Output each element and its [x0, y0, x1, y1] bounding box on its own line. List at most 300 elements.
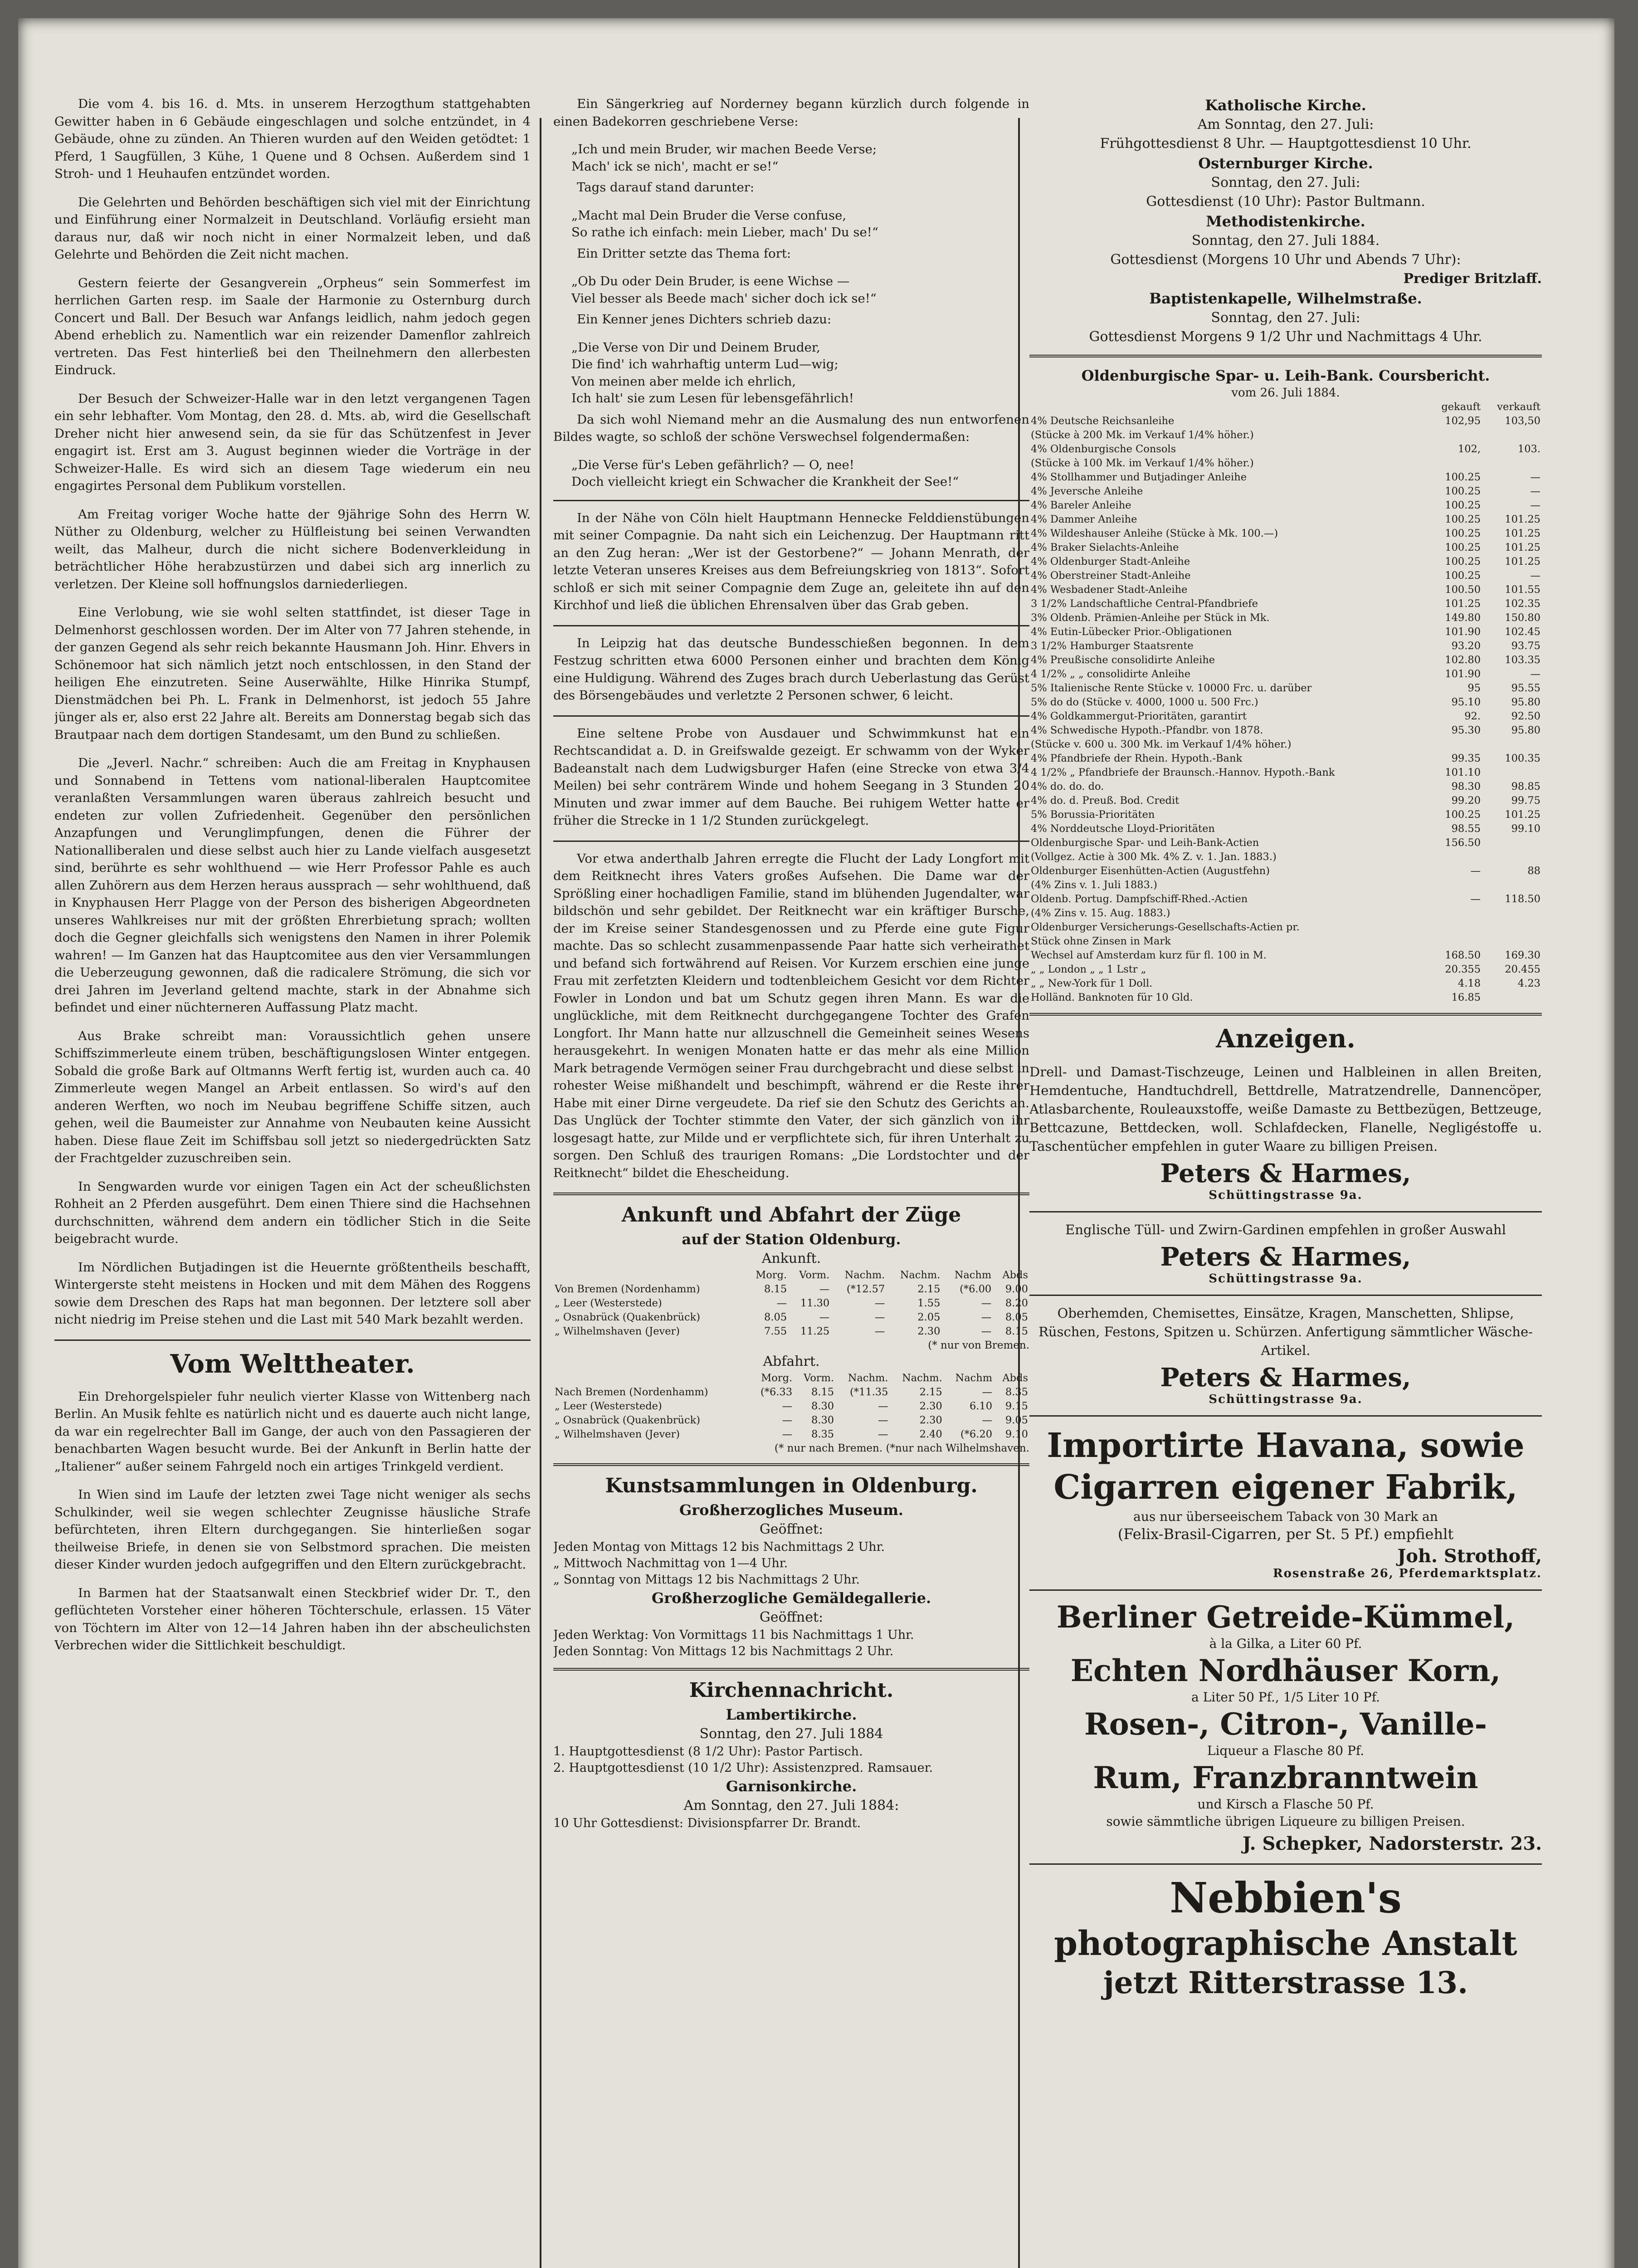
table-cell: (Stücke à 200 Mk. im Verkauf 1/4% höher.) — [1031, 429, 1254, 441]
table-cell: 2.30 — [917, 1325, 941, 1337]
article-butjadingen: Im Nördlichen Butjadingen ist die Heuernte größtentheils beschafft, Wintergerste steht meistens in Hocken und mit dem Mähen des Roggens sowie dem Dreschen des Raps hat man begonnen. Der letztere soll aber nicht niedrig im Preise stehen und die Last mit 540 Mark bezahlt werden. — [54, 1260, 531, 1327]
table-cell: 95.80 — [1511, 724, 1540, 736]
table-row — [1029, 948, 1542, 963]
table-cell: 5% Borussia-Prioritäten — [1031, 809, 1155, 821]
divider — [553, 1463, 1029, 1466]
museum-hours-1: Jeden Montag von Mittags 12 bis Nachmittags 2 Uhr. — [553, 1540, 885, 1554]
article-orpheus: Gestern feierte der Gesangverein „Orpheus“ sein Sommerfest im herrlichen Garten resp. im Saale der Harmonie zu Osternburg durch Concert und Ball. Der Besuch war Anfangs leidlich, nahm jedoch gegen Abend erheblich zu. Namentlich war ein reizender Damenflor zahlreich vertreten. Das Fest hinterließ bei den Theilnehmern den allerbesten Eindruck. — [54, 275, 531, 377]
osternburger-kirche-title: Osternburger Kirche. — [1198, 155, 1373, 172]
divider — [553, 500, 1029, 501]
table-cell: Von Bremen (Nordenhamm) — [555, 1283, 700, 1295]
table-cell: — — [819, 1283, 830, 1295]
column-1 — [54, 95, 531, 2268]
table-row — [553, 1296, 1029, 1310]
table-cell: 11.30 — [800, 1297, 830, 1309]
table-cell: 6.10 — [969, 1400, 993, 1412]
table-cell: 103. — [1517, 443, 1540, 455]
table-cell: — — [878, 1400, 888, 1412]
table-header-cell: Nachm. — [848, 1372, 888, 1384]
table-header-cell: Nachm. — [844, 1269, 885, 1281]
article-text: Da sich wohl Niemand mehr an die Ausmalung des nun entworfenen Bildes wagte, so schloß der schöne Verswechsel folgendermaßen: — [553, 412, 1029, 444]
table-header-row — [1029, 400, 1542, 414]
table-cell: 102.45 — [1505, 626, 1540, 638]
table-cell: 8.30 — [811, 1400, 834, 1412]
table-cell: 149.80 — [1445, 612, 1481, 624]
table-cell: — — [819, 1311, 830, 1323]
table-cell: 101.90 — [1445, 668, 1481, 680]
table-header-cell — [553, 1371, 750, 1385]
article-text: Tags darauf stand darunter: — [577, 180, 755, 195]
table-cell: (4% Zins v. 1. Juli 1883.) — [1031, 879, 1157, 891]
table-cell: 102,95 — [1445, 415, 1481, 427]
ad-havana-headline: Importirte Havana, sowie — [1047, 1426, 1525, 1465]
table-cell: 4% Braker Sielachts-Anleihe — [1031, 542, 1179, 553]
table-cell: 168.50 — [1445, 949, 1481, 961]
ad-firm-address: Schüttingstrasse 9a. — [1209, 1393, 1363, 1406]
table-cell: 4% Stollhammer und Butjadinger Anleihe — [1031, 471, 1247, 483]
table-cell: 100.25 — [1445, 556, 1481, 567]
table-row — [1029, 499, 1542, 513]
table-cell: — — [981, 1297, 992, 1309]
table-cell: 8.35 — [811, 1428, 834, 1440]
table-cell: — — [982, 1414, 993, 1426]
article-schweizer-halle: Der Besuch der Schweizer-Halle war in den letzt vergangenen Tagen ein sehr lebhafter. Vom Montag, den 28. d. Mts. ab, wird die Gesellschaft Dreher nicht hier anwesend sein, da sie für das Schützenfest in Jever engagirt ist. Erst am 3. August beginnen wieder die Vorträge in der Schweizer-Halle. Es wird sich an diesem Tage wiederum ein neu engagirtes Personal dem Publikum vorstellen. — [54, 391, 531, 493]
table-row — [1029, 597, 1542, 611]
ad-gardinen: Englische Tüll- und Zwirn-Gardinen empfehlen in großer Auswahl — [1065, 1222, 1506, 1237]
table-cell: 8.15 — [764, 1283, 787, 1295]
table-cell: Oldenb. Portug. Dampfschiff-Rhed.-Actien — [1031, 893, 1248, 905]
ad-havana-price: (Felix-Brasil-Cigarren, per St. 5 Pf.) empfiehlt — [1117, 1525, 1454, 1543]
article-gewitter: Die vom 4. bis 16. d. Mts. in unserem Herzogthum stattgehabten Gewitter haben in 6 Gebäude eingeschlagen und solche entzündet, in 4 Gebäude, ohne zu zünden. An Thieren wurden auf den Weiden getödtet: 1 Pferd, 1 Saugfüllen, 3 Kühe, 1 Quene und 8 Ochsen. Außerdem sind 1 Stroh- und 1 Heuhaufen entzündet worden. — [54, 97, 531, 181]
table-cell: 9.05 — [1005, 1414, 1028, 1426]
table-cell: 8.05 — [764, 1311, 787, 1323]
table-row — [1029, 470, 1542, 484]
table-cell: „ Osnabrück (Quakenbrück) — [555, 1311, 700, 1323]
kath-kirche-service: Frühgottesdienst 8 Uhr. — Hauptgottesdienst 10 Uhr. — [1100, 136, 1472, 152]
table-row — [1029, 752, 1542, 766]
table-header-row — [553, 1268, 1029, 1282]
table-header-cell: Nachm — [954, 1269, 992, 1281]
table-row — [1029, 766, 1542, 780]
article-malheur: Am Freitag voriger Woche hatte der 9jährige Sohn des Herrn W. Nüther zu Oldenburg, welcher zu Hülfleistung bei seinen Verwandten weilt, das Malheur, durch die nicht sichere Bodenverkleidung in beträchtlicher Höhe herabzustürzen und dabei sich arg innerlich zu verletzen. Der Kleine soll hoffnungslos darniederliegen. — [54, 507, 531, 591]
table-cell: 101.10 — [1445, 767, 1481, 778]
table-cell: 95.10 — [1451, 696, 1481, 708]
table-cell: (*11.35 — [849, 1386, 888, 1398]
table-row — [1029, 555, 1542, 569]
table-cell: — — [874, 1311, 885, 1323]
table-cell — [1428, 738, 1482, 752]
ad-liqueur-price: Liqueur a Flasche 80 Pf. — [1207, 1743, 1365, 1758]
table-cell: „ „ London „ „ 1 Lstr „ — [1031, 963, 1146, 975]
table-cell — [1428, 906, 1482, 920]
table-cell — [1428, 850, 1482, 864]
table-cell: 102.80 — [1445, 654, 1481, 666]
table-cell: 4% do. d. Preuß. Bod. Credit — [1031, 795, 1180, 807]
table-cell: „ Wilhelmshaven (Jever) — [555, 1428, 680, 1440]
galerie-geoeffnet: Geöffnet: — [759, 1609, 824, 1625]
table-cell: 3 1/2% Landschaftliche Central-Pfandbriefe — [1031, 598, 1258, 610]
table-row — [1029, 625, 1542, 639]
ad-oberhemden: Oberhemden, Chemisettes, Einsätze, Kragen, Manschetten, Shlipse, Rüschen, Festons, Spitzen u. Schürzen. Anfertigung sämmtlicher Wäsche-Artikel. — [1038, 1305, 1533, 1358]
table-cell: 100.25 — [1445, 499, 1481, 511]
table-row — [1029, 794, 1542, 808]
article-wien: In Wien sind im Laufe der letzten zwei Tage nicht weniger als sechs Schulkinder, weil sie wegen schlechter Zeugnisse häusliche Strafe befürchteten, ihren Eltern durchgegangen. Sie hinterließen sogar theilweise Briefe, in denen sie von Selbstmord sprachen. Die meisten dieser Kinder wurden jedoch aufgegriffen und den Eltern zurückgebracht. — [54, 1487, 531, 1572]
ad-cigarren-headline: Cigarren eigener Fabrik, — [1053, 1468, 1518, 1507]
table-cell: 101.25 — [1445, 598, 1481, 610]
table-row — [1029, 456, 1542, 470]
ad-liqueure-text: sowie sämmtliche übrigen Liqueure zu billigen Preisen. — [1106, 1814, 1465, 1829]
baptistenkapelle-date: Sonntag, den 27. Juli: — [1211, 310, 1360, 326]
article-schiffszimmerleute: Aus Brake schreibt man: Voraussichtlich gehen unsere Schiffszimmerleute einem trüben, beschäftigungslosen Winter entgegen. Sobald die große Bark auf Oltmanns Werft fertig ist, wurden auch ca. 40 Zimmerleute wegen Mangel an Arbeit entlassen. So wird's auf den anderen Werften, wo noch im Neubau begriffene Schiffe sitzen, auch gehen, weil die Baumeister zur Annahme von Neubauten keine Aussicht haben. Diese flaue Zeit im Schiffsbau soll jetzt so niedergedrückten Satz der Frachtgelder zuzuschreiben sein. — [54, 1028, 531, 1165]
table-cell: 150.80 — [1505, 612, 1540, 624]
table-cell: Stück ohne Zinsen in Mark — [1031, 935, 1171, 947]
table-cell: 4% Oberstreiner Stadt-Anleihe — [1031, 570, 1191, 582]
table-cell: 2.15 — [917, 1283, 941, 1295]
ad-havana-firm: Joh. Strothoff, — [1397, 1545, 1542, 1567]
article-leichenzug: In der Nähe von Cöln hielt Hauptmann Hennecke Felddienstübungen mit seiner Compagnie. Da naht sich ein Leichenzug. Der Hauptmann ritt an den Zug heran: „Wer ist der Gestorbene?“ — Johann Menrath, der letzte Veteran unseres Kreises aus dem Befreiungskrieg von 1813“. Sofort schloß er sich mit seiner Compagnie dem Zuge an, geleitete ihn auf den Kirchhof und ließ die üblichen Ehrensalven über das Grab geben. — [553, 510, 1029, 612]
table-cell: 8.15 — [1005, 1325, 1028, 1337]
table-cell: 99.10 — [1511, 823, 1540, 835]
table-cell: 2.40 — [919, 1428, 942, 1440]
table-cell: — — [1530, 499, 1540, 511]
table-cell: 4% Norddeutsche Lloyd-Prioritäten — [1031, 823, 1215, 835]
table-row — [1029, 850, 1542, 864]
museum-hours-3: „ Sonntag von Mittags 12 bis Nachmittags 2 Uhr. — [553, 1573, 860, 1587]
table-row — [1029, 906, 1542, 920]
table-cell: 100.25 — [1445, 513, 1481, 525]
divider — [54, 1339, 531, 1341]
lambertikirche-service-2: 2. Hauptgottesdienst (10 1/2 Uhr): Assistenzpred. Ramsauer. — [553, 1761, 933, 1775]
table-cell: 95.80 — [1511, 696, 1540, 708]
table-cell — [1428, 934, 1482, 948]
table-cell: 101.25 — [1505, 556, 1540, 567]
lambertikirche-service-1: 1. Hauptgottesdienst (8 1/2 Uhr): Pastor Partisch. — [553, 1745, 863, 1759]
anzeigen-title: Anzeigen. — [1216, 1024, 1355, 1054]
table-cell: 95 — [1467, 682, 1481, 694]
table-row — [1029, 527, 1542, 541]
ad-nebbien-anstalt: photographische Anstalt — [1054, 1924, 1517, 1963]
table-cell: 156.50 — [1445, 837, 1481, 849]
table-cell: „ „ New-York für 1 Doll. — [1031, 978, 1153, 989]
table-cell: 5% Italienische Rente Stücke v. 10000 Frc. u. darüber — [1031, 682, 1312, 694]
table-row — [1029, 878, 1542, 892]
table-header-cell: gekauft — [1441, 401, 1481, 413]
divider — [1029, 1863, 1542, 1865]
article-barmen: In Barmen hat der Staatsanwalt einen Steckbrief wider Dr. T., den geflüchteten Vorsteher einer höheren Töchterschule, erlassen. 15 Väter von Töchtern im Alter von 12—14 Jahren haben ihn der abscheulichsten Verbrechen wider die Sittlichkeit beschuldigt. — [54, 1585, 531, 1652]
article-text: Ein Kenner jenes Dichters schrieb dazu: — [577, 312, 832, 327]
table-cell: 4% Wildeshauser Anleihe (Stücke à Mk. 100.—) — [1031, 528, 1278, 539]
galerie-hours-2: Jeden Sonntag: Von Mittags 12 bis Nachmittags 2 Uhr. — [553, 1644, 894, 1658]
bank-course-title: Oldenburgische Spar- u. Leih-Bank. Coursbericht. — [1081, 367, 1490, 384]
table-cell: 101.25 — [1505, 513, 1540, 525]
table-cell: „ Leer (Westerstede) — [555, 1297, 662, 1309]
table-cell: — — [1530, 471, 1540, 483]
table-header-cell — [1029, 400, 1428, 414]
table-row — [1029, 569, 1542, 583]
table-cell: (*6.00 — [960, 1283, 992, 1295]
baptistenkapelle-service: Gottesdienst Morgens 9 1/2 Uhr und Nachmittags 4 Uhr. — [1089, 329, 1482, 345]
table-cell: (Stücke v. 600 u. 300 Mk. im Verkauf 1/4% höher.) — [1031, 738, 1292, 750]
table-row — [1029, 738, 1542, 752]
table-header-cell: Vorm. — [799, 1269, 830, 1281]
ad-kirsch-price: und Kirsch a Flasche 50 Pf. — [1197, 1797, 1374, 1812]
table-cell: 100.25 — [1445, 471, 1481, 483]
table-cell — [1428, 428, 1482, 442]
article-bundesschiessen: In Leipzig hat das deutsche Bundesschießen begonnen. In dem Festzug schritten etwa 6000 Personen einher und brachten dem König eine Huldigung. Während des Zuges brach durch Ueberlastung das Gerüst des Börsengebäudes und verletzte 2 Personen schwer, 6 leicht. — [553, 635, 1029, 703]
table-cell: 8.15 — [811, 1386, 834, 1398]
divider — [553, 841, 1029, 842]
section-title-welttheater: Vom Welttheater. — [170, 1349, 415, 1379]
garnisonkirche-date: Am Sonntag, den 27. Juli 1884: — [683, 1798, 899, 1813]
table-cell: „ Osnabrück (Quakenbrück) — [555, 1414, 700, 1426]
article-verlobung: Eine Verlobung, wie sie wohl selten stattfindet, ist dieser Tage in Delmenhorst geschlossen worden. Der im Alter von 77 Jahren stehende, in der ganzen Gegend als sehr reich bekannte Hausmann Joh. Hinr. Ehvers in Schönemoor hat sich nämlich jetzt noch entschlossen, in den Stand der heiligen Ehe einzutreten. Seine Auserwählte, Hilke Hinrika Stumpf, Dienstmädchen bei Ph. L. Frank in Delmenhorst, ist jedoch 55 Jahre jünger als er, also erst 22 Jahre alt. Bereits am Donnerstag begab sich das Brautpaar nach dem dortigen Standesamt, um den Bund zu schließen. — [54, 605, 531, 742]
column-3 — [1029, 95, 1542, 2268]
table-cell: — — [782, 1414, 793, 1426]
table-cell: 11.25 — [800, 1325, 830, 1337]
table-cell: 101.25 — [1505, 542, 1540, 553]
table-cell: — — [981, 1311, 992, 1323]
divider — [553, 1668, 1029, 1671]
table-cell: 102, — [1458, 443, 1481, 455]
divider — [1029, 1013, 1542, 1016]
verse-3: „Ob Du oder Dein Bruder, is eene Wichse — Viel besser als Beede mach' sicher doch ick se!“ — [571, 274, 877, 306]
table-cell: Wechsel auf Amsterdam kurz für fl. 100 in M. — [1031, 949, 1267, 961]
table-cell: — — [782, 1400, 793, 1412]
table-cell: 2.30 — [919, 1400, 942, 1412]
table-cell: 8.30 — [811, 1414, 834, 1426]
ad-korn-price: a Liter 50 Pf., 1/5 Liter 10 Pf. — [1191, 1690, 1380, 1705]
methodistenkirche-preacher: Prediger Britzlaff. — [1403, 271, 1542, 287]
table-cell: Oldenburger Eisenhütten-Actien (Augustfehn) — [1031, 865, 1270, 877]
table-cell: 20.355 — [1445, 963, 1481, 975]
ad-schepker-firm: J. Schepker, Nadorsterstr. 23. — [1242, 1833, 1542, 1854]
table-cell: 99.75 — [1511, 795, 1540, 807]
table-row — [1029, 934, 1542, 948]
abfahrt-label: Abfahrt. — [763, 1354, 820, 1369]
table-row — [1029, 653, 1542, 667]
osternburger-kirche-date: Sonntag, den 27. Juli: — [1211, 175, 1360, 191]
train-schedule-title: Ankunft und Abfahrt der Züge — [621, 1203, 961, 1227]
table-cell: 98.55 — [1451, 823, 1481, 835]
table-cell: 100.25 — [1445, 485, 1481, 497]
table-cell: 4% Bareler Anleihe — [1031, 499, 1131, 511]
ad-kuemmel-headline: Berliner Getreide-Kümmel, — [1056, 1599, 1515, 1635]
table-cell — [1482, 428, 1542, 442]
table-row — [1029, 414, 1542, 428]
table-row — [1029, 709, 1542, 723]
table-cell: — — [782, 1428, 793, 1440]
table-cell: 4% Deutsche Reichsanleihe — [1031, 415, 1175, 427]
museum-geoeffnet: Geöffnet: — [759, 1521, 824, 1537]
table-cell: 102.35 — [1505, 598, 1540, 610]
table-cell: 4% Oldenburger Stadt-Anleihe — [1031, 556, 1190, 567]
divider — [1029, 1415, 1542, 1417]
table-row — [1029, 667, 1542, 681]
table-cell: 3% Oldenb. Prämien-Anleihe per Stück in Mk. — [1031, 612, 1270, 624]
table-row — [553, 1282, 1029, 1296]
divider — [553, 715, 1029, 717]
newspaper-page — [18, 18, 1614, 2268]
table-cell: (*12.57 — [846, 1283, 885, 1295]
table-row — [1029, 513, 1542, 527]
table-cell: 92. — [1464, 710, 1481, 722]
table-row — [1029, 442, 1542, 456]
arrival-note: (* nur von Bremen. — [928, 1339, 1029, 1351]
table-row — [1029, 920, 1542, 934]
table-row — [1029, 822, 1542, 836]
table-row — [1029, 864, 1542, 878]
table-row — [1029, 963, 1542, 977]
table-cell: — — [1530, 668, 1540, 680]
table-cell: (*6.20 — [960, 1428, 993, 1440]
table-row — [1029, 611, 1542, 625]
article-saengerkrieg: Ein Sängerkrieg auf Norderney begann kürzlich durch folgende in einen Badekorren geschriebene Verse: — [553, 97, 1029, 129]
table-cell: 93.20 — [1451, 640, 1481, 652]
table-row — [1029, 639, 1542, 653]
table-cell: 4 1/2% „ „ consolidirte Anleihe — [1031, 668, 1191, 680]
table-cell: — — [874, 1297, 885, 1309]
table-cell: 4 1/2% „ Pfandbriefe der Braunsch.-Hannov. Hypoth.-Bank — [1031, 767, 1335, 778]
table-cell: 101.90 — [1445, 626, 1481, 638]
ad-firm-name: Peters & Harmes, — [1160, 1242, 1411, 1272]
train-schedule-subtitle: auf der Station Oldenburg. — [682, 1231, 901, 1248]
verse-5: „Die Verse für's Leben gefährlich? — O, nee! Doch vielleicht kriegt ein Schwacher die Krankheit der See!“ — [571, 457, 959, 489]
table-cell: 4% Pfandbriefe der Rhein. Hypoth.-Bank — [1031, 753, 1243, 764]
ad-nebbien-address: jetzt Ritterstrasse 13. — [1103, 1965, 1468, 2000]
table-header-cell: Abds — [1002, 1372, 1028, 1384]
table-cell: 4% Goldkammergut-Prioritäten, garantirt — [1031, 710, 1247, 722]
table-cell: — — [1470, 893, 1481, 905]
table-cell: Oldenburger Versicherungs-Gesellschafts-Actien pr. — [1031, 921, 1300, 933]
article-flucht: Vor etwa anderthalb Jahren erregte die Flucht der Lady Longfort mit dem Reitknecht ihres Vaters großes Aufsehen. Die Dame war der Sprößling einer hochadligen Familie, stand im blühenden Jugendalter, war bildschön und sehr gebildet. Der Reitknecht war ein kräftiger Bursche, der im Kreise seiner Standesgenossen und zu Pferde eine gute Figur machte. Das so schlecht zusammenpassende Paar hatte sich verheirathet und befand sich fortwährend auf Reisen. Vor Kurzem erschien eine junge Frau mit zerfetzten Kleidern und todtenbleichem Gesicht vor dem Richter Fowler in London und bat um Schutz gegen ihren Mann. Es war die unglückliche, mit dem Reitknecht durchgegangene Tochter des Grafen Longfort. Ihr Mann hatte nur allzuschnell die Gemeinheit seines Wesens herausgekehrt. In wenigen Monaten hatte er das mehr als eine Million Mark betragende Vermögen seiner Frau durchgebracht und diese selbst in rohester Weise mißhandelt und beschimpft, während er die Reste ihrer Habe mit einer Dirne vergeudete. Da rief sie den Schutz des Gerichts an. Das Unglück der Tochter stimmte den Vater, der sich gänzlich von ihr losgesagt hatte, zur Milde und er verpflichtete sich, für ihren Unterhalt zu sorgen. Den Schluß des traurigen Romans: „Die Lordstochter und der Reitknecht“ bildet die Ehescheidung. — [553, 851, 1029, 1180]
table-cell: Nach Bremen (Nordenhamm) — [555, 1386, 708, 1398]
table-row — [1029, 808, 1542, 822]
table-row — [1029, 681, 1542, 695]
table-cell: (4% Zins v. 15. Aug. 1883.) — [1031, 907, 1170, 919]
table-cell: (Stücke à 100 Mk. im Verkauf 1/4% höher.) — [1031, 457, 1254, 469]
table-cell: 100.25 — [1445, 809, 1481, 821]
table-cell: 7.55 — [764, 1325, 787, 1337]
garnisonkirche-title: Garnisonkirche. — [726, 1778, 857, 1795]
ad-drell-damast: Drell- und Damast-Tischzeuge, Leinen und Halbleinen in allen Breiten, Hemdentuche, Handtuchdrell, Bettdrelle, Matratzendrelle, Dannencöper, Atlasbarchente, Rouleauxstoffe, weiße Damaste zu Bettbezügen, Bettzeuge, Bettcazune, Bettdecken, woll. Schlafdecken, Flanelle, Negligéstoffe u. Taschentücher empfehlen in guter Waare zu billigen Preisen. — [1029, 1064, 1542, 1154]
table-cell: — — [776, 1297, 787, 1309]
kath-kirche-date: Am Sonntag, den 27. Juli: — [1197, 117, 1374, 132]
bank-course-table — [1029, 400, 1542, 1005]
table-cell: 4.23 — [1517, 978, 1540, 989]
table-cell: 169.30 — [1505, 949, 1540, 961]
table-row — [1029, 723, 1542, 738]
table-header-row — [553, 1371, 1029, 1385]
article-drehorgelspieler: Ein Drehorgelspieler fuhr neulich vierter Klasse von Wittenberg nach Berlin. An Musik fehlte es natürlich nicht und es dauerte auch nicht lange, da war ein regelrechter Ball im Gange, der auch von den Passagieren der benachbarten Wagen besucht wurde. Bei der Ankunft in Berlin hatte der „Italiener“ außer seinem Fahrgeld noch ein artiges Trinkgeld verdient. — [54, 1389, 531, 1474]
table-cell: — — [878, 1414, 888, 1426]
table-cell: 95.55 — [1511, 682, 1540, 694]
table-row — [553, 1399, 1029, 1413]
museum-hours-2: „ Mittwoch Nachmittag von 1—4 Uhr. — [553, 1556, 788, 1570]
ad-liqueur-headline: Rosen-, Citron-, Vanille- — [1084, 1706, 1487, 1742]
table-cell — [1482, 836, 1542, 850]
table-cell: 101.25 — [1505, 528, 1540, 539]
table-cell: 99.35 — [1451, 753, 1481, 764]
table-header-cell: Vorm. — [804, 1372, 834, 1384]
methodistenkirche-title: Methodistenkirche. — [1206, 213, 1365, 230]
table-cell: — — [878, 1428, 888, 1440]
verse-1: „Ich und mein Bruder, wir machen Beede Verse; Mach' ick se nich', macht er se!“ — [571, 142, 877, 174]
ad-havana-text: aus nur überseeischem Taback von 30 Mark an — [1133, 1509, 1438, 1524]
table-cell: 103.35 — [1505, 654, 1540, 666]
table-cell: 92.50 — [1511, 710, 1540, 722]
table-cell: 93.75 — [1511, 640, 1540, 652]
table-cell: — — [1470, 865, 1481, 877]
table-cell: 101.55 — [1505, 584, 1540, 596]
table-cell: 16.85 — [1451, 992, 1481, 1003]
table-cell: 88 — [1527, 865, 1540, 877]
ad-firm-name: Peters & Harmes, — [1160, 1158, 1411, 1188]
table-cell: 4% Eutin-Lübecker Prior.-Obligationen — [1031, 626, 1232, 638]
table-cell: 3 1/2% Hamburger Staatsrente — [1031, 640, 1194, 652]
verse-4: „Die Verse von Dir und Deinem Bruder, Die find' ich wahrhaftig unterm Lud—wig; Von meinen aber melde ich ehrlich, Ich halt' sie zum Lesen für lebensgefährlich! — [571, 340, 854, 406]
table-row — [553, 1427, 1029, 1442]
divider — [1029, 1589, 1542, 1591]
table-cell: 8.20 — [1005, 1297, 1028, 1309]
table-cell: 103,50 — [1505, 415, 1540, 427]
table-header-cell — [553, 1268, 745, 1282]
table-row — [1029, 780, 1542, 794]
divider — [553, 1193, 1029, 1195]
table-header-cell: Abds — [1002, 1269, 1028, 1281]
divider — [1029, 1295, 1542, 1296]
article-schwimmkunst: Eine seltene Probe von Ausdauer und Schwimmkunst hat ein Rechtscandidat a. D. in Greifswalde gezeigt. Er schwamm von der Wyker Badeanstalt nach dem Ludwigsburger Hafen (eine Strecke von etwa 3/4 Meilen) bei sehr conträrem Winde und hohem Seegang in 3 Stunden 20 Minuten und zwar immer auf dem Bauche. Bei ruhigem Wetter hatte er früher die Strecke in 1 1/2 Stunden zurückgelegt. — [553, 726, 1029, 828]
table-cell — [1482, 766, 1542, 780]
table-cell: 95.30 — [1451, 724, 1481, 736]
divider — [1029, 355, 1542, 357]
table-cell: 5% do do (Stücke v. 4000, 1000 u. 500 Frc.) — [1031, 696, 1258, 708]
table-cell: 4.18 — [1458, 978, 1481, 989]
table-cell: 100.25 — [1445, 542, 1481, 553]
table-cell: 4% Schwedische Hypoth.-Pfandbr. von 1878. — [1031, 724, 1263, 736]
table-cell: 9.00 — [1005, 1283, 1028, 1295]
garnisonkirche-service: 10 Uhr Gottesdienst: Divisionspfarrer Dr. Brandt. — [553, 1816, 861, 1830]
table-cell: — — [981, 1325, 992, 1337]
table-cell: 8.05 — [1005, 1311, 1028, 1323]
ad-firm-address: Schüttingstrasse 9a. — [1209, 1188, 1363, 1202]
table-cell: Holländ. Banknoten für 10 Gld. — [1031, 992, 1193, 1003]
table-cell: 20.455 — [1505, 963, 1540, 975]
table-row — [1029, 695, 1542, 709]
table-row — [1029, 484, 1542, 499]
ad-nebbien-name: Nebbien's — [1170, 1873, 1402, 1922]
table-cell: 4% Jeversche Anleihe — [1031, 485, 1143, 497]
ankunft-label: Ankunft. — [761, 1251, 821, 1266]
table-header-cell: Nachm — [955, 1372, 993, 1384]
table-cell — [1428, 920, 1482, 934]
table-cell: — — [1530, 570, 1540, 582]
ad-kuemmel-price: à la Gilka, a Liter 60 Pf. — [1209, 1636, 1362, 1651]
train-table-arrival — [553, 1268, 1029, 1339]
table-cell: 4% Preußische consolidirte Anleihe — [1031, 654, 1215, 666]
kunstsammlungen-title: Kunstsammlungen in Oldenburg. — [605, 1474, 978, 1497]
table-cell: 100.35 — [1505, 753, 1540, 764]
methodistenkirche-service: Gottesdienst (Morgens 10 Uhr und Abends 7 Uhr): — [1110, 252, 1461, 268]
table-header-cell: Morg. — [761, 1372, 793, 1384]
table-row — [1029, 541, 1542, 555]
table-cell: 4% Oldenburgische Consols — [1031, 443, 1176, 455]
table-cell: 98.85 — [1511, 781, 1540, 792]
table-cell: (*6.33 — [760, 1386, 793, 1398]
galerie-hours-1: Jeden Werktag: Von Vormittags 11 bis Nachmittags 1 Uhr. — [553, 1628, 914, 1642]
table-cell: — — [1530, 485, 1540, 497]
column-2 — [553, 95, 1029, 2268]
departure-note: (* nur nach Bremen. (*nur nach Wilhelmshaven. — [774, 1442, 1029, 1454]
